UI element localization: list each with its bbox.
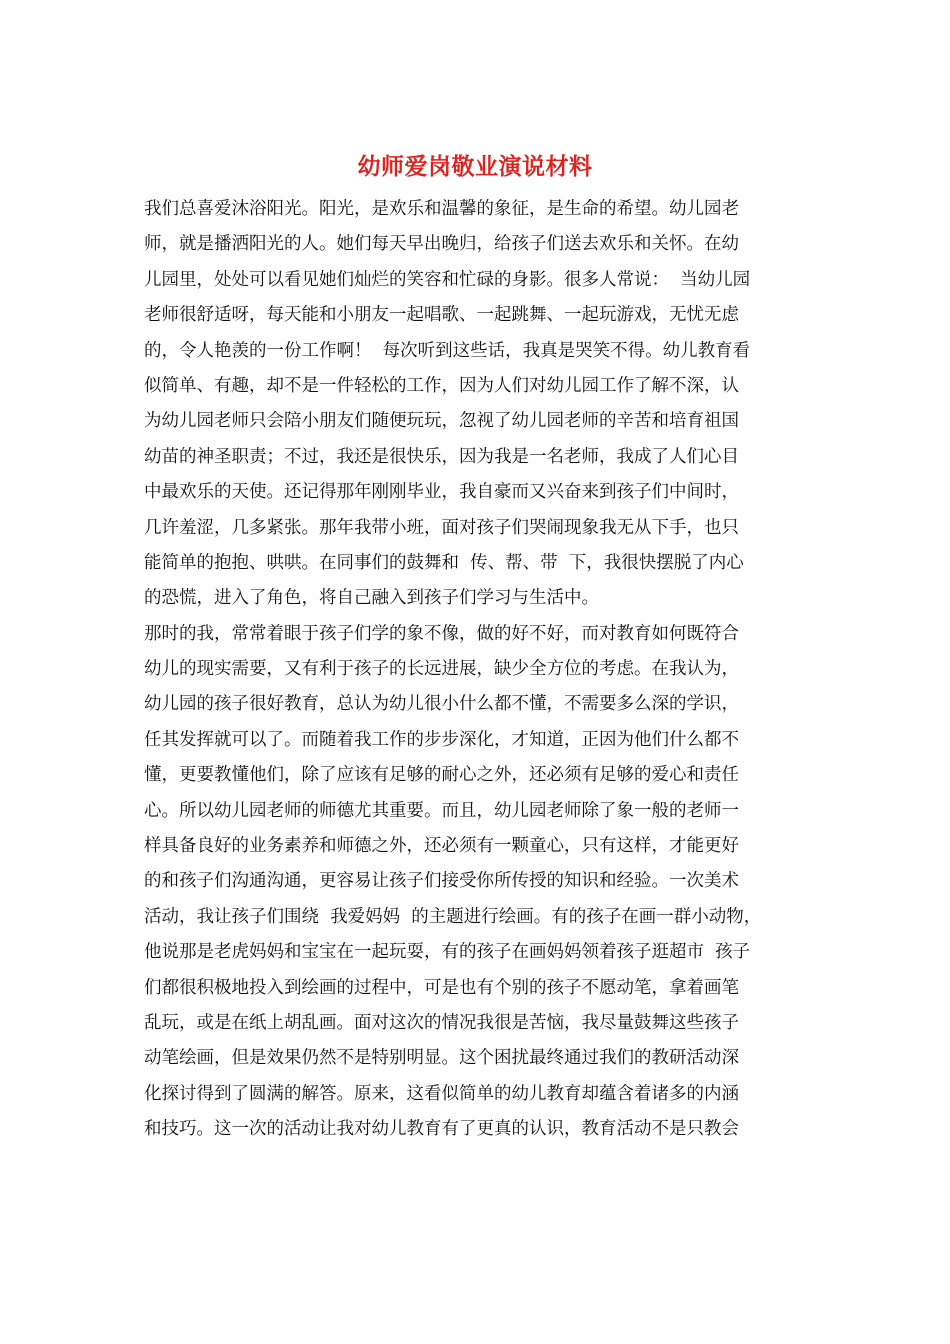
body-line: 懂，更要教懂他们，除了应该有足够的耐心之外，还必须有足够的爱心和责任 — [144, 765, 739, 786]
body-line: 幼儿园的孩子很好教育，总认为幼儿很小什么都不懂，不需要多么深的学识， — [144, 694, 739, 715]
body-line: 活动，我让孩子们围绕 我爱妈妈 的主题进行绘画。有的孩子在画一群小动物， — [144, 906, 762, 927]
body-line: 那时的我，常常着眼于孩子们学的象不像，做的好不好，而对教育如何既符合 — [144, 623, 739, 644]
body-line: 动笔绘画，但是效果仍然不是特别明显。这个困扰最终通过我们的教研活动深 — [144, 1048, 739, 1069]
body-line: 几许羞涩，几多紧张。那年我带小班，面对孩子们哭闹现象我无从下手，也只 — [144, 517, 739, 538]
body-line: 的恐慌，进入了角色，将自己融入到孩子们学习与生活中。 — [144, 588, 599, 609]
body-line: 乱玩，或是在纸上胡乱画。面对这次的情况我很是苦恼，我尽量鼓舞这些孩子 — [144, 1012, 739, 1033]
body-line: 幼苗的神圣职责；不过，我还是很快乐，因为我是一名老师，我成了人们心目 — [144, 446, 739, 467]
body-line: 和技巧。这一次的活动让我对幼儿教育有了更真的认识，教育活动不是只教会 — [144, 1119, 739, 1140]
body-line: 师，就是播洒阳光的人。她们每天早出晚归，给孩子们送去欢乐和关怀。在幼 — [144, 234, 739, 255]
body-line: 的和孩子们沟通沟通，更容易让孩子们接受你所传授的知识和经验。一次美术 — [144, 871, 739, 892]
body-line: 我们总喜爱沐浴阳光。阳光，是欢乐和温馨的象征，是生命的希望。幼儿园老 — [144, 199, 739, 219]
document-title: 幼师爱岗敬业演说材料 — [357, 153, 593, 180]
body-line: 儿园里，处处可以看见她们灿烂的笑容和忙碌的身影。很多人常说： 当幼儿园 — [144, 269, 751, 290]
body-line: 幼儿的现实需要，又有利于孩子的长远进展，缺少全方位的考虑。在我认为， — [144, 659, 739, 680]
body-line: 老师很舒适呀，每天能和小朋友一起唱歌、一起跳舞、一起玩游戏，无忧无虑 — [144, 305, 739, 326]
body-line: 化探讨得到了圆满的解答。原来，这看似简单的幼儿教育却蕴含着诸多的内涵 — [144, 1083, 739, 1104]
body-line: 们都很积极地投入到绘画的过程中，可是也有个别的孩子不愿动笔，拿着画笔 — [144, 977, 739, 998]
body-line: 为幼儿园老师只会陪小朋友们随便玩玩，忽视了幼儿园老师的辛苦和培育祖国 — [144, 411, 739, 432]
body-line: 样具备良好的业务素养和师德之外，还必须有一颗童心，只有这样，才能更好 — [144, 836, 739, 857]
body-line: 他说那是老虎妈妈和宝宝在一起玩耍，有的孩子在画妈妈领着孩子逛超市 孩子 — [144, 942, 751, 963]
body-line: 的，令人艳羡的一份工作啊！ 每次听到这些话，我真是哭笑不得。幼儿教育看 — [144, 340, 751, 361]
body-line: 似简单、有趣，却不是一件轻松的工作，因为人们对幼儿园工作了解不深，认 — [144, 375, 739, 396]
body-line: 任其发挥就可以了。而随着我工作的步步深化，才知道，正因为他们什么都不 — [144, 729, 739, 750]
body-line: 中最欢乐的天使。还记得那年刚刚毕业，我自豪而又兴奋来到孩子们中间时， — [144, 482, 739, 503]
body-line: 能简单的抱抱、哄哄。在同事们的鼓舞和 传、帮、带 下，我很快摆脱了内心 — [144, 552, 744, 573]
body-line: 心。所以幼儿园老师的师德尤其重要。而且，幼儿园老师除了象一般的老师一 — [144, 800, 739, 821]
document-body — [144, 192, 804, 1148]
